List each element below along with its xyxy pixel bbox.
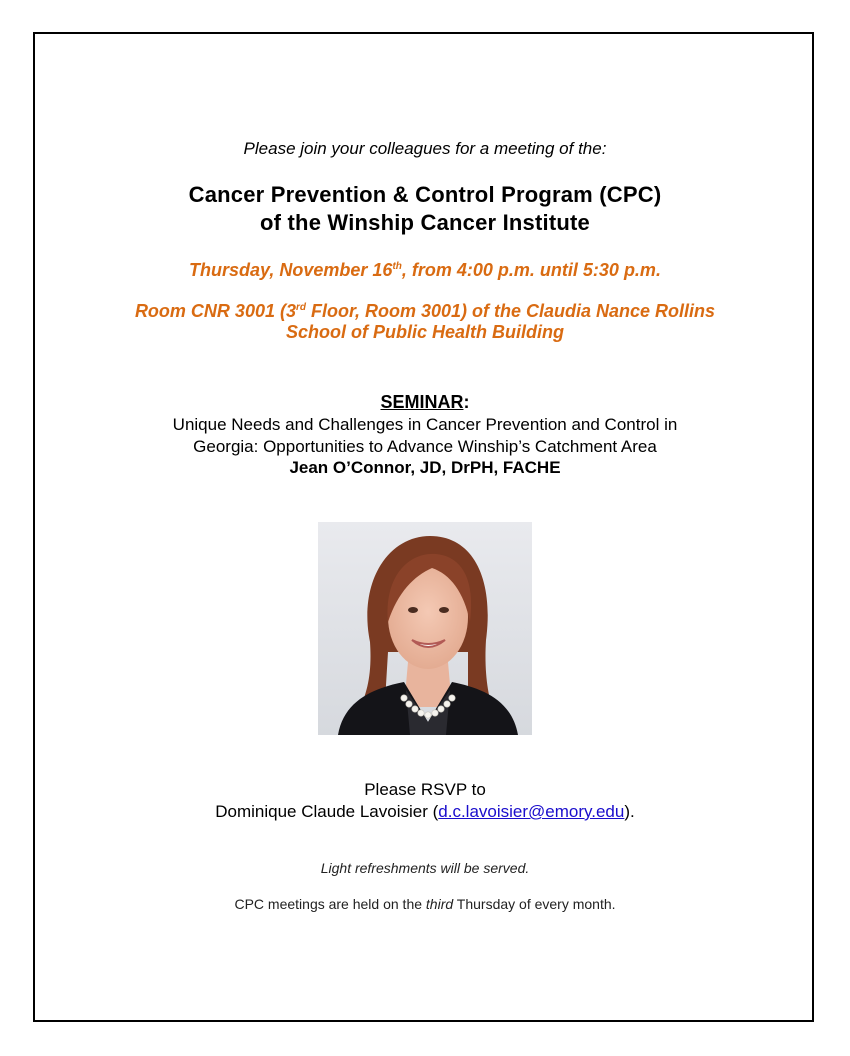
speaker-portrait-icon [318,522,532,735]
date-ordinal: th [392,261,402,272]
schedule-emphasis: third [425,896,454,912]
speaker-photo [318,522,532,735]
schedule-prefix: CPC meetings are held on the [234,896,426,912]
program-title-line1: Cancer Prevention & Control Program (CPC) [188,182,662,207]
rsvp-email-link[interactable]: d.c.lavoisier@emory.edu [438,802,625,821]
seminar-heading [0,392,850,413]
location-prefix: Room CNR 3001 (3 [134,301,296,321]
meeting-date [0,260,850,281]
rsvp-name: Dominique Claude Lavoisier ( [215,802,439,821]
rsvp-text: Please RSVP to [364,780,486,799]
refreshments-note: Light refreshments will be served. [320,860,530,876]
location-suffix: Floor, Room 3001) of the Claudia Nance Rollins [305,301,716,321]
meeting-location-line2: School of Public Health Building [286,322,564,342]
seminar-colon: : [463,392,470,412]
schedule-note [0,896,850,912]
seminar-topic-line1: Unique Needs and Challenges in Cancer Prevention and Control in [172,415,678,434]
invitation-text: Please join your colleagues for a meeting of the: [243,139,607,158]
rsvp-suffix: ). [624,802,635,821]
seminar-topic-line2: Georgia: Opportunities to Advance Winship’s Catchment Area [193,437,657,456]
speaker-name: Jean O’Connor, JD, DrPH, FACHE [289,458,561,477]
rsvp-contact [0,802,850,822]
schedule-suffix: Thursday of every month. [453,896,616,912]
date-suffix: , from 4:00 p.m. until 5:30 p.m. [401,260,661,280]
seminar-label: SEMINAR [380,392,464,412]
date-prefix: Thursday, November 16 [189,260,393,280]
meeting-location-line1 [0,301,850,322]
program-title-line2: of the Winship Cancer Institute [260,210,590,235]
location-ordinal: rd [295,302,306,313]
